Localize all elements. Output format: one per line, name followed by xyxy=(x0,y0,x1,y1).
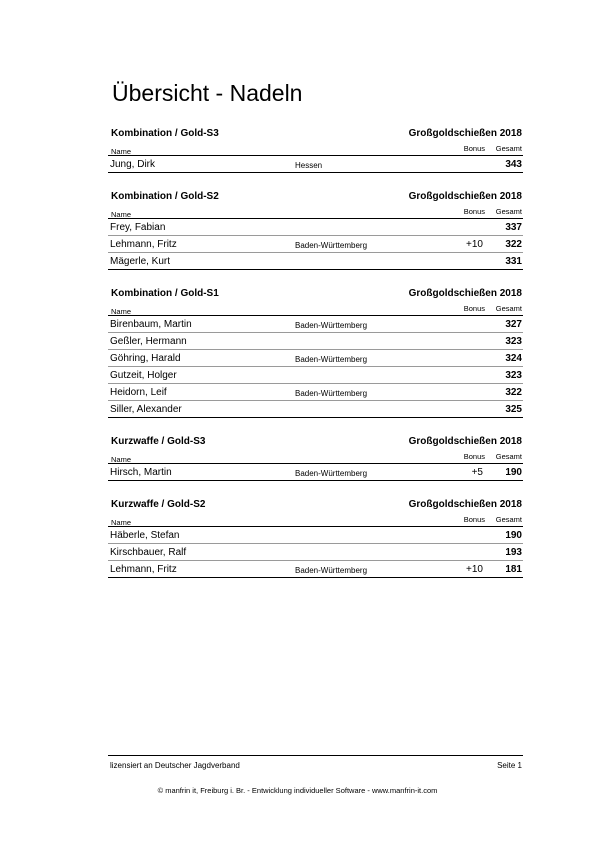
result-section xyxy=(108,434,523,481)
footer-page-number: Seite 1 xyxy=(497,761,522,770)
participant-total: 322 xyxy=(505,387,522,398)
participant-name: Lehmann, Fritz xyxy=(110,564,177,575)
participant-name: Heidorn, Leif xyxy=(110,387,167,398)
participant-total: 190 xyxy=(505,467,522,478)
participant-total: 337 xyxy=(505,222,522,233)
section-rows xyxy=(108,316,523,418)
section-category: Kurzwaffe / Gold-S3 xyxy=(111,436,206,447)
section-category: Kombination / Gold-S1 xyxy=(111,288,219,299)
table-row xyxy=(108,561,523,578)
footer-license: lizensiert an Deutscher Jagdverband xyxy=(110,761,240,770)
participant-total: 324 xyxy=(505,353,522,364)
table-row xyxy=(108,236,523,253)
section-rows xyxy=(108,156,523,173)
table-row xyxy=(108,350,523,367)
participant-total: 331 xyxy=(505,256,522,267)
participant-bonus: +10 xyxy=(466,564,483,575)
section-rows xyxy=(108,527,523,578)
section-category: Kombination / Gold-S3 xyxy=(111,128,219,139)
column-header-total: Gesamt xyxy=(495,515,522,524)
participant-bonus: +5 xyxy=(471,467,483,478)
participant-name: Geßler, Hermann xyxy=(110,336,187,347)
section-event: Großgoldschießen 2018 xyxy=(408,288,522,299)
section-event: Großgoldschießen 2018 xyxy=(408,191,522,202)
section-rows xyxy=(108,464,523,481)
table-row xyxy=(108,367,523,384)
column-header-row xyxy=(108,142,523,156)
section-header xyxy=(108,434,523,450)
column-header-total: Gesamt xyxy=(495,304,522,313)
participant-state: Baden-Württemberg xyxy=(295,469,368,478)
column-header-name: Name xyxy=(111,210,132,219)
table-row xyxy=(108,401,523,418)
participant-bonus: +10 xyxy=(466,239,483,250)
participant-total: 323 xyxy=(505,370,522,381)
participant-name: Häberle, Stefan xyxy=(110,530,180,541)
column-header-row xyxy=(108,513,523,527)
result-section xyxy=(108,126,523,173)
participant-total: 181 xyxy=(505,564,522,575)
table-row xyxy=(108,527,523,544)
section-event: Großgoldschießen 2018 xyxy=(408,499,522,510)
section-rows xyxy=(108,219,523,270)
participant-total: 193 xyxy=(505,547,522,558)
participant-total: 327 xyxy=(505,319,522,330)
result-section xyxy=(108,497,523,578)
table-row xyxy=(108,464,523,481)
column-header-row xyxy=(108,302,523,316)
section-header xyxy=(108,286,523,302)
result-section xyxy=(108,189,523,270)
column-header-bonus: Bonus xyxy=(463,144,485,153)
column-header-bonus: Bonus xyxy=(463,515,485,524)
participant-name: Mägerle, Kurt xyxy=(110,256,171,267)
table-row xyxy=(108,253,523,270)
result-section xyxy=(108,286,523,418)
participant-name: Göhring, Harald xyxy=(110,353,181,364)
participant-name: Kirschbauer, Ralf xyxy=(110,547,187,558)
participant-name: Siller, Alexander xyxy=(110,404,182,415)
table-row xyxy=(108,333,523,350)
column-header-bonus: Bonus xyxy=(463,207,485,216)
section-header xyxy=(108,189,523,205)
participant-state: Baden-Württemberg xyxy=(295,321,368,330)
footer-divider xyxy=(108,755,523,756)
footer-copyright: © manfrin it, Freiburg i. Br. - Entwicklung individueller Software - www.manfrin-it.com xyxy=(157,786,438,795)
participant-state: Baden-Württemberg xyxy=(295,355,368,364)
column-header-name: Name xyxy=(111,307,132,316)
participant-name: Hirsch, Martin xyxy=(110,467,172,478)
section-header xyxy=(108,126,523,142)
column-header-bonus: Bonus xyxy=(463,452,485,461)
results-sections xyxy=(108,126,523,594)
section-event: Großgoldschießen 2018 xyxy=(408,436,522,447)
participant-state: Hessen xyxy=(295,161,323,170)
participant-total: 190 xyxy=(505,530,522,541)
column-header-name: Name xyxy=(111,518,132,527)
section-category: Kombination / Gold-S2 xyxy=(111,191,219,202)
column-header-total: Gesamt xyxy=(495,452,522,461)
participant-state: Baden-Württemberg xyxy=(295,566,368,575)
section-header xyxy=(108,497,523,513)
participant-state: Baden-Württemberg xyxy=(295,241,368,250)
page-title: Übersicht - Nadeln xyxy=(112,80,303,106)
column-header-row xyxy=(108,450,523,464)
participant-total: 325 xyxy=(505,404,522,415)
participant-name: Gutzeit, Holger xyxy=(110,370,177,381)
table-row xyxy=(108,384,523,401)
participant-state: Baden-Württemberg xyxy=(295,389,368,398)
participant-name: Lehmann, Fritz xyxy=(110,239,177,250)
participant-total: 323 xyxy=(505,336,522,347)
table-row xyxy=(108,316,523,333)
column-header-name: Name xyxy=(111,455,132,464)
section-event: Großgoldschießen 2018 xyxy=(408,128,522,139)
participant-name: Jung, Dirk xyxy=(110,159,156,170)
participant-name: Birenbaum, Martin xyxy=(110,319,192,330)
column-header-bonus: Bonus xyxy=(463,304,485,313)
participant-total: 322 xyxy=(505,239,522,250)
table-row xyxy=(108,544,523,561)
table-row xyxy=(108,156,523,173)
section-category: Kurzwaffe / Gold-S2 xyxy=(111,499,206,510)
column-header-total: Gesamt xyxy=(495,144,522,153)
participant-total: 343 xyxy=(505,159,522,170)
column-header-name: Name xyxy=(111,147,132,156)
table-row xyxy=(108,219,523,236)
participant-name: Frey, Fabian xyxy=(110,222,166,233)
column-header-total: Gesamt xyxy=(495,207,522,216)
column-header-row xyxy=(108,205,523,219)
